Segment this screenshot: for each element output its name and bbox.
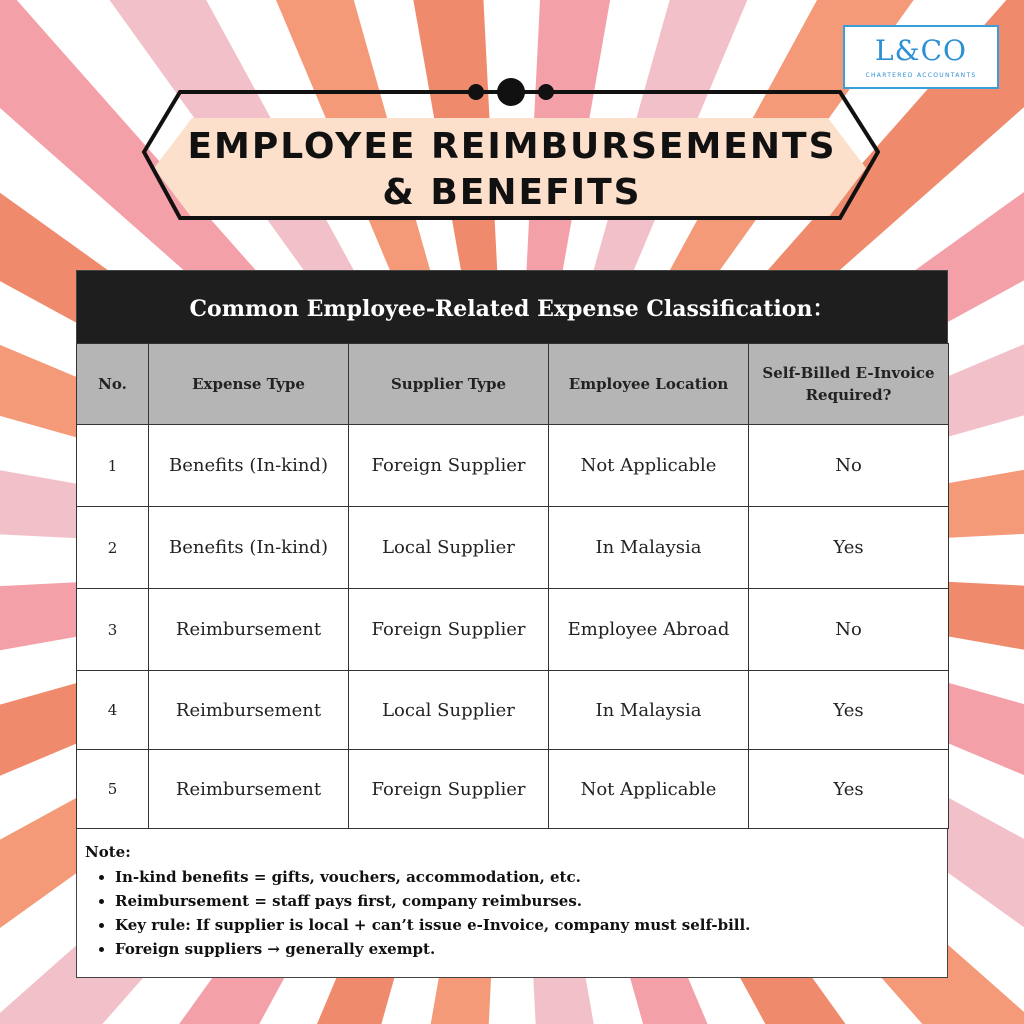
cell-expense-type: Benefits (In-kind) — [149, 507, 349, 589]
column-header-supplier-type: Supplier Type — [349, 344, 549, 425]
classification-card — [76, 270, 948, 978]
note-section — [77, 829, 947, 961]
banner-ornament-dot-right — [538, 84, 554, 100]
table-row — [77, 425, 949, 507]
page-title-line-2: & BENEFITS — [382, 172, 642, 213]
cell-employee-location: In Malaysia — [549, 671, 749, 750]
cell-supplier-type: Foreign Supplier — [349, 589, 549, 671]
cell-supplier-type: Foreign Supplier — [349, 750, 549, 829]
table-row — [77, 507, 949, 589]
banner-ornament-dot-left — [468, 84, 484, 100]
cell-no: 5 — [77, 750, 149, 829]
page-title-line-1: EMPLOYEE REIMBURSEMENTS — [187, 126, 837, 167]
cell-self-billed: No — [749, 589, 949, 671]
cell-no: 3 — [77, 589, 149, 671]
table-header-row — [77, 344, 949, 425]
cell-expense-type: Reimbursement — [149, 750, 349, 829]
cell-no: 4 — [77, 671, 149, 750]
cell-employee-location: Employee Abroad — [549, 589, 749, 671]
cell-self-billed: Yes — [749, 507, 949, 589]
table-heading: Common Employee-Related Expense Classification： — [77, 271, 947, 343]
cell-expense-type: Reimbursement — [149, 671, 349, 750]
cell-no: 1 — [77, 425, 149, 507]
column-header-expense-type: Expense Type — [149, 344, 349, 425]
note-item: • Foreign suppliers → generally exempt. — [115, 937, 939, 961]
table-row — [77, 750, 949, 829]
cell-supplier-type: Local Supplier — [349, 507, 549, 589]
cell-supplier-type: Foreign Supplier — [349, 425, 549, 507]
logo-tagline: CHARTERED ACCOUNTANTS — [865, 72, 977, 79]
logo-wordmark: L&CO — [875, 34, 967, 67]
cell-supplier-type: Local Supplier — [349, 671, 549, 750]
cell-self-billed: No — [749, 425, 949, 507]
column-header-self-billed: Self-Billed E-Invoice Required? — [749, 344, 949, 425]
column-header-employee-location: Employee Location — [549, 344, 749, 425]
cell-self-billed: Yes — [749, 671, 949, 750]
note-list — [85, 865, 939, 961]
table-row — [77, 589, 949, 671]
banner-ornament-dot-center — [497, 78, 525, 106]
page-title — [170, 124, 854, 216]
note-item: • Reimbursement = staff pays first, company reimburses. — [115, 889, 939, 913]
expense-classification-table — [76, 343, 949, 829]
table-row — [77, 671, 949, 750]
cell-employee-location: In Malaysia — [549, 507, 749, 589]
note-item: • Key rule: If supplier is local + can’t issue e-Invoice, company must self-bill. — [115, 913, 939, 937]
cell-expense-type: Benefits (In-kind) — [149, 425, 349, 507]
cell-employee-location: Not Applicable — [549, 750, 749, 829]
column-header-no: No. — [77, 344, 149, 425]
cell-expense-type: Reimbursement — [149, 589, 349, 671]
note-item: • In-kind benefits = gifts, vouchers, accommodation, etc. — [115, 865, 939, 889]
cell-employee-location: Not Applicable — [549, 425, 749, 507]
cell-self-billed: Yes — [749, 750, 949, 829]
note-title: Note: — [85, 843, 131, 861]
cell-no: 2 — [77, 507, 149, 589]
